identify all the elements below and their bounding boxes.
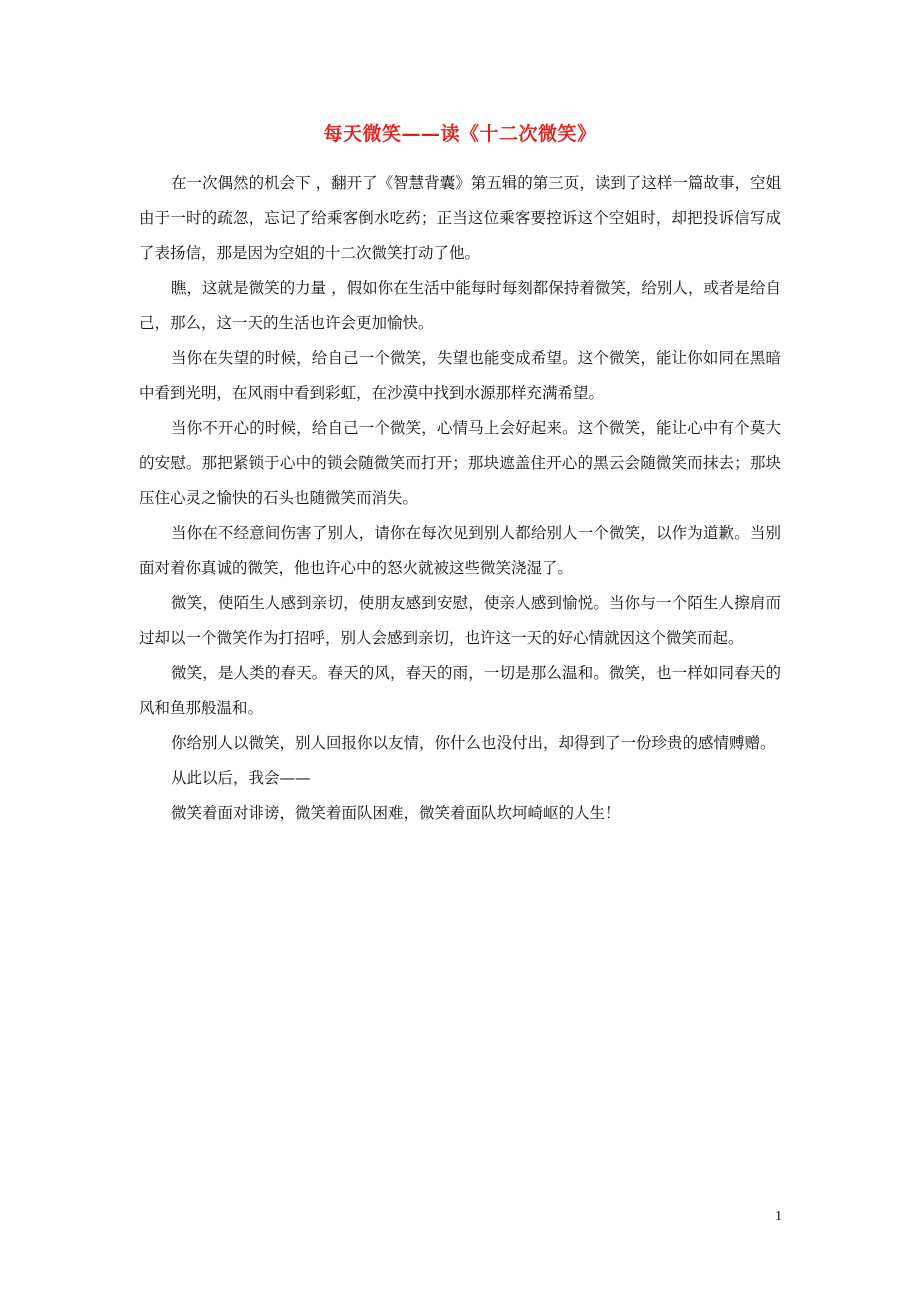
paragraph: 当你在失望的时候，给自己一个微笑，失望也能变成希望。这个微笑，能让你如同在黑暗中看到光明，在风雨中看到彩虹，在沙漠中找到水源那样充满希望。 <box>139 349 781 402</box>
page-number: 1 <box>775 1209 782 1224</box>
paragraph: 微笑，使陌生人感到亲切，使朋友感到安慰，使亲人感到愉悦。当你与一个陌生人擦肩而过却以一个微笑作为打招呼，别人会感到亲切，也许这一天的好心情就因这个微笑而起。 <box>139 594 781 647</box>
paragraph: 瞧，这就是微笑的力量 ，假如你在生活中能每时每刻都保持着微笑，给别人，或者是给自己，那么，这一天的生活也许会更加愉快。 <box>139 279 781 332</box>
paragraph: 微笑着面对诽谤，微笑着面队困难，微笑着面队坎坷崎岖的人生！ <box>171 804 621 822</box>
paragraph: 当你不开心的时候，给自己一个微笑，心情马上会好起来。这个微笑，能让心中有个莫大的安慰。那把紧锁于心中的锁会随微笑而打开；那块遮盖住开心的黑云会随微笑而抹去；那块压住心灵之愉快的石头也随微笑而消失。 <box>139 419 781 507</box>
document-body <box>139 166 781 831</box>
paragraph: 微笑，是人类的春天。春天的风，春天的雨，一切是那么温和。微笑，也一样如同春天的风和鱼那般温和。 <box>139 664 781 717</box>
paragraph: 在一次偶然的机会下 ，翻开了《智慧背囊》第五辑的第三页，读到了这样一篇故事，空姐由于一时的疏忽，忘记了给乘客倒水吃药；正当这位乘客要控诉这个空姐时，却把投诉信写成了表扬信，那是因为空姐的十二次微笑打动了他。 <box>139 174 781 262</box>
paragraph: 从此以后，我会—— <box>171 769 311 787</box>
paragraph: 你给别人以微笑，别人回报你以友情，你什么也没付出，却得到了一份珍贵的感情赙赠。 <box>171 734 776 752</box>
paragraph: 当你在不经意间伤害了别人，请你在每次见到别人都给别人一个微笑，以作为道歉。当别面对着你真诚的微笑，他也许心中的怒火就被这些微笑浇湿了。 <box>139 524 781 577</box>
document-title: 每天微笑——读《十二次微笑》 <box>323 123 597 145</box>
